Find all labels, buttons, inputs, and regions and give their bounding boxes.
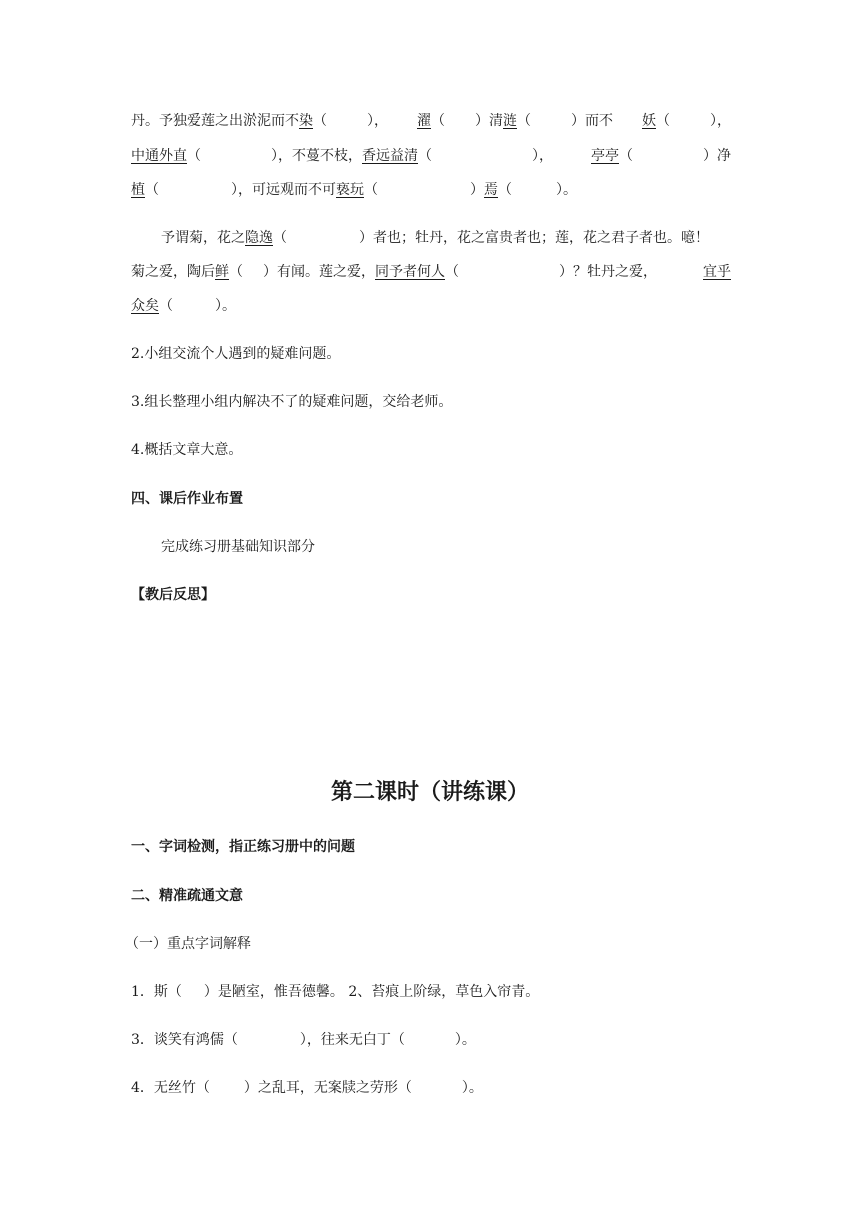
question-1: 1．斯（ ）是陋室，惟吾德馨。 2、苔痕上阶绿，草色入帘青。 (131, 984, 540, 1000)
underlined-word: 妖 (642, 113, 656, 129)
step-3: 3.组长整理小组内解决不了的疑难问题，交给老师。 (131, 394, 453, 410)
underlined-word: 同予者何人 (375, 264, 445, 280)
step-2: 2.小组交流个人遇到的疑难问题。 (131, 346, 341, 362)
lesson2-title: 第二课时（讲练课） (330, 780, 529, 805)
underlined-word: 众矣 (131, 298, 159, 314)
passage-line-2 (131, 146, 731, 166)
underlined-word: 染 (299, 113, 313, 129)
question-3: 3．谈笑有鸿儒（ ），往来无白丁（ ）。 (131, 1032, 476, 1048)
homework-heading: 四、课后作业布置 (131, 491, 243, 507)
underlined-word: 隐逸 (245, 230, 273, 246)
passage-line-4: 予谓菊，花之隐逸（ ）者也；牡丹，花之富贵者也；莲，花之君子者也。噫！ (161, 230, 709, 246)
text-segment: 濯（ ）清涟（ ）而不 (417, 113, 613, 129)
text-segment: 菊之爱，陶后鲜（ ）有闻。莲之爱，同予者何人（ ）？牡丹之爱， (131, 264, 657, 280)
underlined-word: 亭亭 (591, 148, 619, 164)
underlined-word: 中通外直 (131, 148, 187, 164)
passage-line-1 (131, 111, 731, 131)
underlined-word: 鲜 (215, 264, 229, 280)
underlined-word: 宜乎 (703, 264, 731, 280)
question-4: 4．无丝竹（ ）之乱耳，无案牍之劳形（ ）。 (131, 1080, 483, 1096)
lesson2-subheading: （一）重点字词解释 (125, 936, 251, 952)
passage-line-3: 植（ ），可远观而不可亵玩（ ）焉（ ）。 (131, 182, 577, 198)
text-segment: 亭亭（ ）净 (591, 148, 731, 164)
underlined-word: 亵玩 (336, 182, 364, 198)
lesson2-heading-2: 二、精准疏通文意 (131, 888, 243, 904)
passage-line-5 (131, 262, 731, 282)
homework-text: 完成练习册基础知识部分 (161, 539, 315, 555)
step-4: 4.概括文章大意。 (131, 442, 243, 458)
underlined-word: 植 (131, 182, 145, 198)
reflection-heading: 【教后反思】 (131, 587, 215, 603)
text-segment: 妖（ ）， (642, 113, 731, 129)
passage-line-6: 众矣（ ）。 (131, 298, 236, 314)
text-segment: 丹。予独爱莲之出淤泥而不染（ ）， (131, 113, 388, 129)
underlined-word: 香远益清 (362, 148, 418, 164)
text-segment: 中通外直（ ），不蔓不枝，香远益清（ ）， (131, 148, 553, 164)
lesson2-heading-1: 一、字词检测，指正练习册中的问题 (131, 839, 355, 855)
underlined-word: 濯 (417, 113, 431, 129)
underlined-word: 涟 (503, 113, 517, 129)
underlined-word: 焉 (484, 182, 498, 198)
